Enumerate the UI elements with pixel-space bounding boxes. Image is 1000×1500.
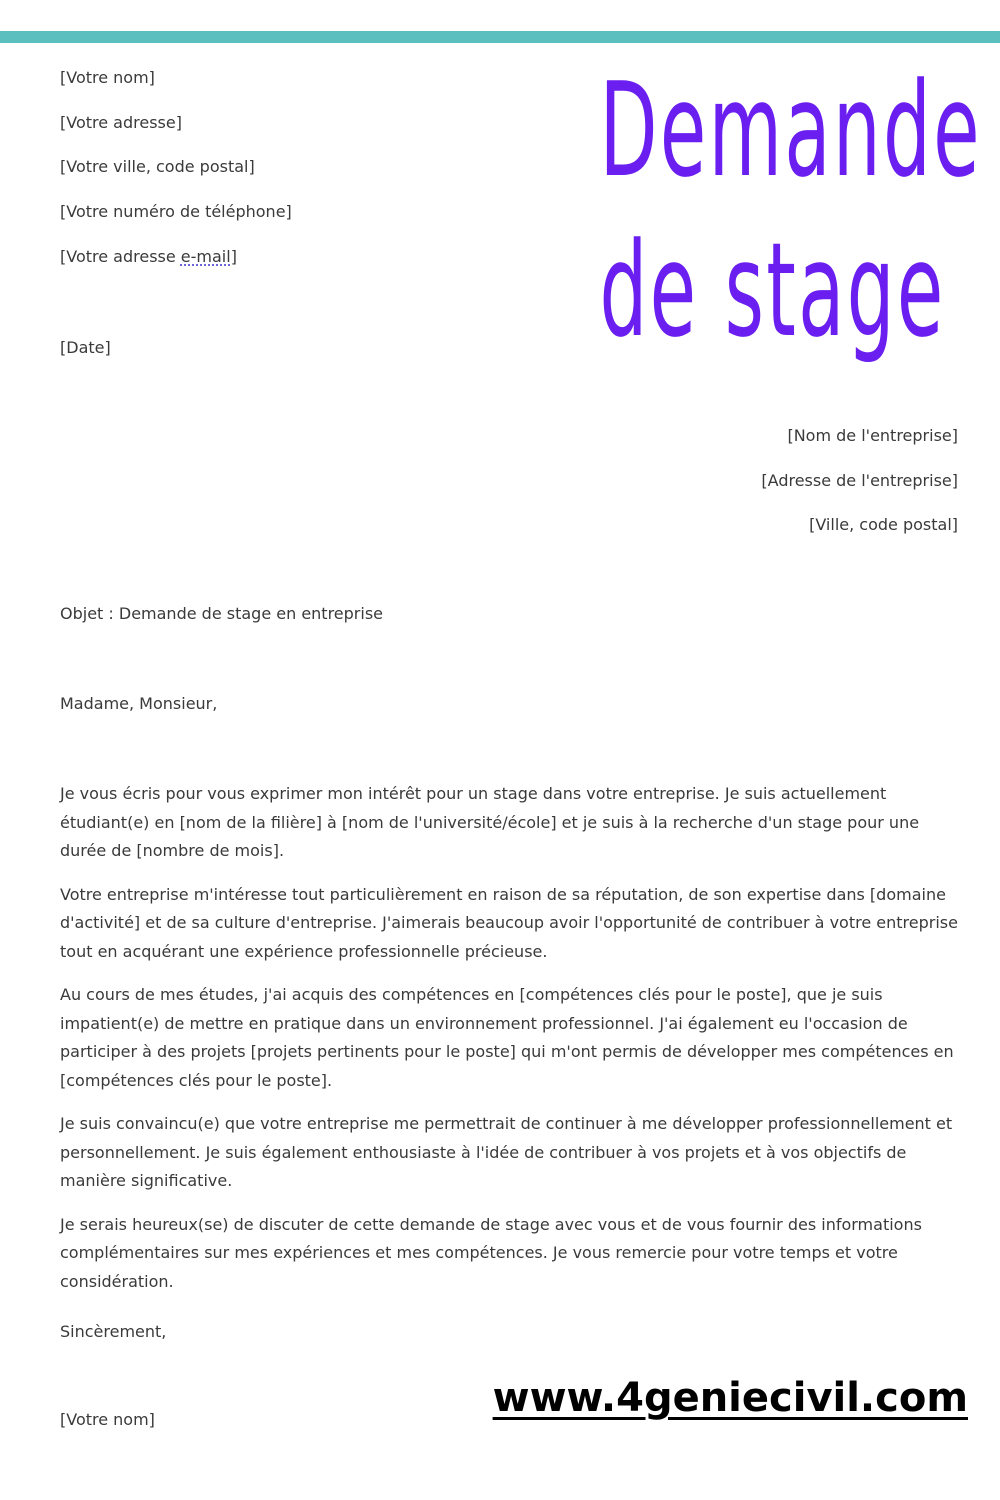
letter-salutation: Madame, Monsieur,: [60, 694, 218, 713]
sender-email-suffix: ]: [230, 246, 237, 266]
headline-line-2: de stage: [599, 214, 946, 366]
body-paragraph-4: Je suis convaincu(e) que votre entreprise me permettrait de continuer à me développer professionnellement et personnellement. Je suis également enthousiaste à l'idée de contribuer à vos projets et à vos objectifs de manière significative.: [60, 1114, 953, 1190]
sender-address: [Votre adresse]: [60, 112, 182, 132]
body-paragraph-1: Je vous écris pour vous exprimer mon intérêt pour un stage dans votre entreprise. Je suis actuellement étudiant(e) en [nom de la filière] à [nom de l'université/école] et je suis à la recherche d'un stage pour une durée de [nombre de mois].: [60, 784, 920, 860]
letter-body: [60, 780, 960, 1311]
sender-phone: [Votre numéro de téléphone]: [60, 202, 292, 222]
headline-line-1: Demande: [599, 54, 982, 206]
sender-email-prefix: [Votre adresse: [60, 246, 181, 266]
top-accent-bar: [0, 31, 1000, 43]
body-paragraph-5: Je serais heureux(se) de discuter de cette demande de stage avec vous et de vous fournir des informations complémentaires sur mes expériences et mes compétences. Je vous remercie pour votre temps et votre considération.: [60, 1214, 922, 1291]
recipient-block: [761, 424, 958, 558]
letter-subject: Objet : Demande de stage en entreprise: [60, 604, 383, 623]
headline-title: [599, 50, 982, 370]
letter-signature: [Votre nom]: [60, 1410, 155, 1429]
recipient-company: [Nom de l'entreprise]: [787, 426, 958, 445]
sender-email: [60, 245, 292, 290]
body-paragraph-2: Votre entreprise m'intéresse tout particulièrement en raison de sa réputation, de son expertise dans [domaine d'activité] et de sa culture d'entreprise. J'aimerais beaucoup avoir l'opportunité de contribuer à votre entreprise tout en acquérant une expérience professionnelle précieuse.: [60, 884, 958, 961]
recipient-address: [Adresse de l'entreprise]: [761, 470, 958, 490]
letter-closing: Sincèrement,: [60, 1322, 167, 1341]
sender-email-word: e-mail: [180, 246, 231, 266]
sender-block: [60, 66, 292, 289]
recipient-city: [Ville, code postal]: [809, 515, 958, 534]
sender-name: [Votre nom]: [60, 68, 155, 87]
letter-date: [Date]: [60, 338, 111, 357]
website-link[interactable]: www.4geniecivil.com: [492, 1375, 968, 1421]
sender-city: [Votre ville, code postal]: [60, 157, 255, 177]
body-paragraph-3: Au cours de mes études, j'ai acquis des compétences en [compétences clés pour le poste], que je suis impatient(e) de mettre en pratique dans un environnement professionnel. J'ai également eu l'occasion de participer à des projets [projets pertinents pour le poste] qui m'ont permis de développer mes compétences en [compétences clés pour le poste].: [60, 985, 954, 1090]
